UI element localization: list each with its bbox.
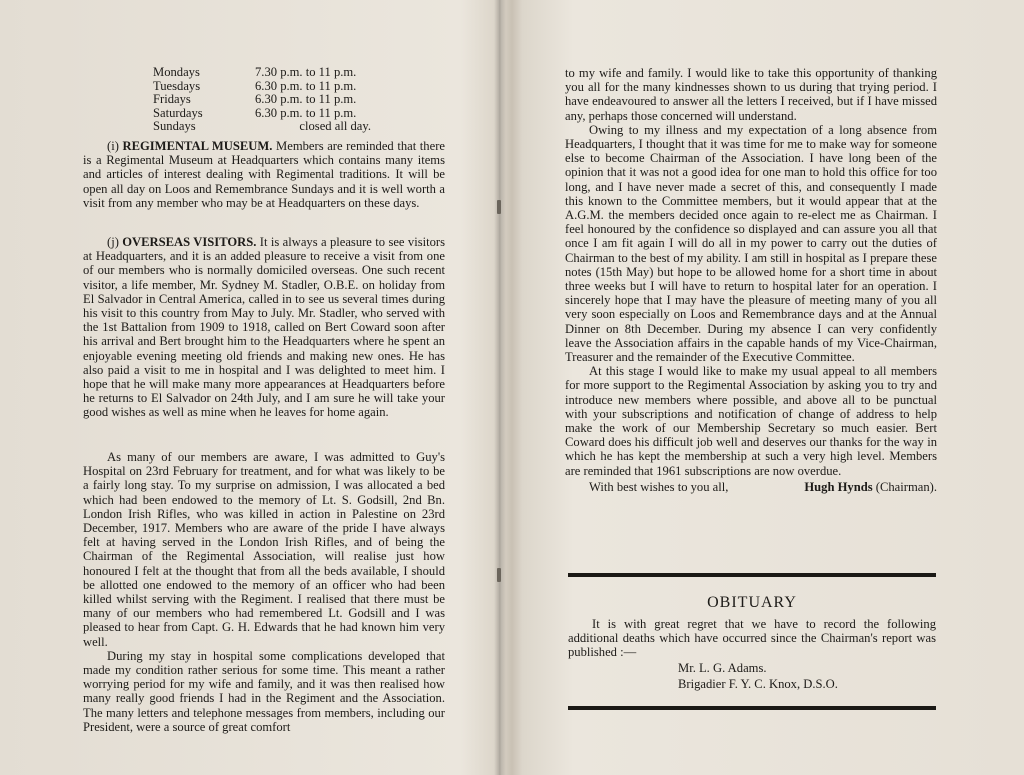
continuation-paragraph: to my wife and family. I would like to take this opportunity of thanking you all for the many kindnesses shown to us during that trying period. I have endeavoured to answer all the letters I received, but if I have missed any, perhaps those concerned will understand. <box>565 66 937 123</box>
hours-day: Mondays <box>153 65 200 79</box>
signoff-name: Hugh Hynds <box>804 479 873 494</box>
hours-row <box>153 120 371 134</box>
signoff <box>565 480 937 494</box>
binding-staple <box>497 568 501 582</box>
hours-time: 7.30 p.m. to 11 p.m. <box>255 65 357 79</box>
hours-row <box>153 107 371 121</box>
hospital-paragraph-1: As many of our members are aware, I was admitted to Guy's Hospital on 23rd February for treatment, and for what was likely to be a fairly long stay. To my surprise on admission, I was allocated a bed which had been endowed to the memory of Lt. S. Godsill, 2nd Bn. London Irish Rifles, who was killed in action in Palestine on 23rd December, 1917. Members who are aware of the pride I have always felt at having served in the London Irish Rifles, and of being the Chairman of the Regimental Association, will realise just how honoured I felt at the thought that from all the beds available, I should be allotted one endowed to the memory of an officer who had been killed whilst serving with the Regiment. I realised that there must be many of our members who had remembered Lt. Godsill and I was pleased to hear from Capt. G. H. Edwards that he had known him very well. <box>83 450 445 649</box>
hours-day: Sundays <box>153 119 196 134</box>
hospital-section <box>83 450 445 734</box>
hours-day: Fridays <box>153 92 191 107</box>
obituary-intro <box>568 617 936 660</box>
hours-row <box>153 93 371 107</box>
hours-time: closed all day. <box>299 119 371 134</box>
hours-day: Saturdays <box>153 105 203 120</box>
obituary-intro-text: It is with great regret that we have to record the following additional deaths which have occurred since the Chairman's report was published :— <box>568 617 936 660</box>
hours-row <box>153 80 371 94</box>
hours-time: 6.30 p.m. to 11 p.m. <box>255 78 357 93</box>
signoff-title: (Chairman). <box>872 479 937 494</box>
binding-staple <box>497 200 501 214</box>
hours-day: Tuesdays <box>153 78 201 93</box>
appeal-paragraph: At this stage I would like to make my usual appeal to all members for more support to the Regimental Association by asking you to try and introduce new members where possible, and above all to be punctual with your subscriptions and notification of change of address to help make the work of our Membership Secretary so much easier. Bert Coward does his difficult job well and deserves our thanks for the way in which he has kept the membership at such a very high level. Members are reminded that 1961 subscriptions are now overdue. <box>565 364 937 478</box>
hours-time: 6.30 p.m. to 11 p.m. <box>255 92 357 107</box>
chairman-report-continued <box>565 66 937 494</box>
museum-paragraph <box>83 139 445 210</box>
obituary-bottom-rule <box>568 706 936 710</box>
hours-time: 6.30 p.m. to 11 p.m. <box>255 105 357 120</box>
museum-heading: REGIMENTAL MUSEUM. <box>122 139 273 153</box>
visitors-prefix: (j) <box>107 235 123 249</box>
visitors-paragraph <box>83 235 445 420</box>
museum-body: Members are reminded that there is a Regimental Museum at Headquarters which contains many items and articles of interest dealing with Regimental traditions. It will be open all day on Loos and Remembrance Sundays and it is well worth a visit from any member who may be at Headquarters on these days. <box>83 139 445 210</box>
hospital-paragraph-2: During my stay in hospital some complications developed that made my condition rather serious for some time. This meant a rather worrying period for my wife and family, and it was then realised how many really good friends I had in the Regiment and the Association. The many letters and telephone messages from members, including our President, were a source of great comfort <box>83 648 445 734</box>
hours-row <box>153 66 371 80</box>
obituary-title: OBITUARY <box>707 594 797 611</box>
visitors-heading: OVERSEAS VISITORS. <box>122 235 257 249</box>
obituary-name: Mr. L. G. Adams. <box>678 661 767 675</box>
left-page <box>0 0 497 775</box>
museum-prefix: (i) <box>107 139 123 153</box>
signoff-signature <box>804 480 937 494</box>
obituary-name: Brigadier F. Y. C. Knox, D.S.O. <box>678 677 838 691</box>
visitors-body: It is always a pleasure to see visitors at Headquarters, and it is an added pleasure to receive a visit from one of our members who is normally domiciled overseas. One such recent visitor, a life member, Mr. Sydney M. Stadler, O.B.E. on holiday from El Salvador in Central America, called in to see us several times during his visit to this country from May to July. Mr. Stadler, who served with the 1st Battalion from 1909 to 1918, called on Bert Coward soon after his arrival and Bert brought him to the Headquarters where he spent an enjoyable evening meeting old friends and making new ones. He has also paid a visit to me in hospital and I was delighted to meet him. I hope that he will make many more appearances at Headquarters before he returns to El Salvador on 24th July, and I am sure he will take your good wishes as well as mine when he leaves for home again. <box>83 235 445 420</box>
signoff-greeting: With best wishes to you all, <box>589 479 729 494</box>
obituary-top-rule <box>568 573 936 577</box>
opening-hours-list <box>153 66 371 134</box>
illness-paragraph: Owing to my illness and my expectation of a long absence from Headquarters, I thought that it was time for me to make way for someone else to become Chairman of the Association. I have long been of the opinion that it was not a good idea for one man to hold this office for too long, and I have never made a secret of this, and consequently I made this known to the Committee members, but it would appear that at the A.G.M. the members decided once again to re-elect me as Chairman. I feel honoured by the confidence so displayed and can assure you all that once I am fit again I will do all in my power to carry out the duties of Chairman to the best of my ability. I am still in hospital as I prepare these notes (15th May) but hope to be allowed home for a short time in about three weeks but I will have to return to hospital later for an operation. I sincerely hope that I may have the pleasure of meeting many of you all very soon especially on Loos and Remembrance days and at the Annual Dinner on 8th December. During my absence I can very confidently leave the Association affairs in the capable hands of my Vice-Chairman, Treasurer and the remainder of the Executive Committee. <box>565 122 937 365</box>
